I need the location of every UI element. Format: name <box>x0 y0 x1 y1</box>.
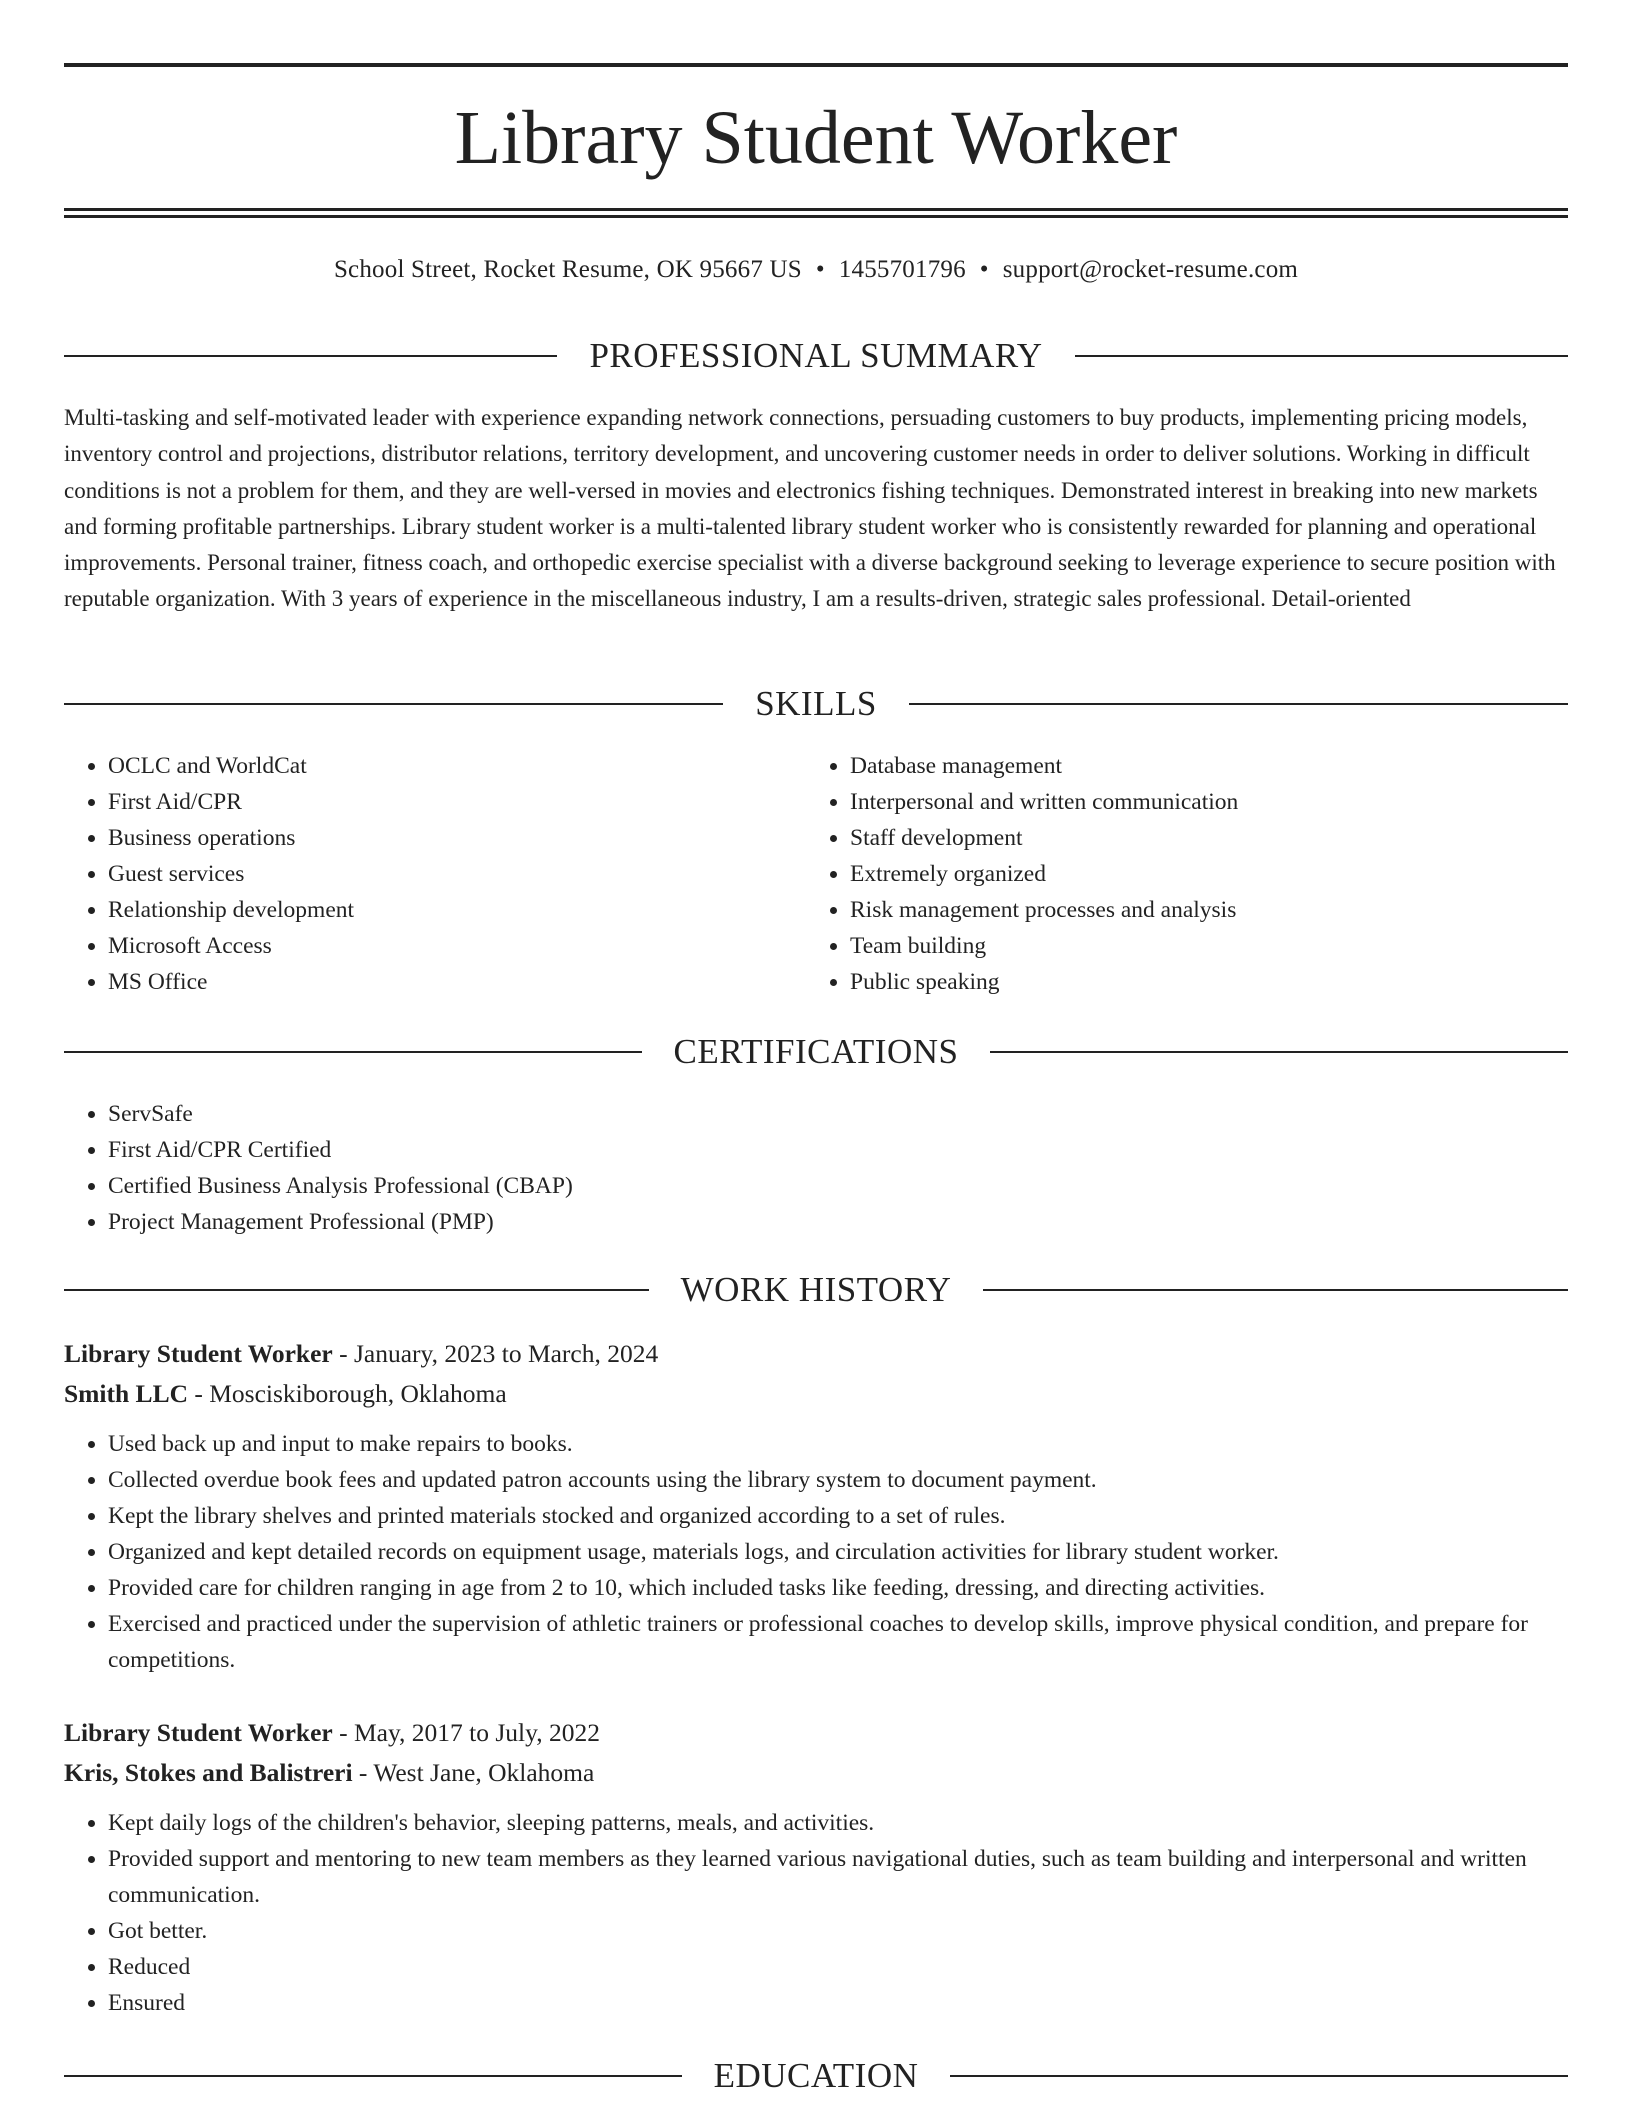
certification-item: • Certified Business Analysis Professional (CBAP) <box>108 1168 1568 1204</box>
job-duty: • Provided care for children ranging in age from 2 to 10, which included tasks like feeding, dressing, and directing activities. <box>108 1570 1568 1606</box>
skill-item: • Extremely organized <box>850 856 1566 892</box>
skill-item: • Business operations <box>108 820 804 856</box>
job-duty: • Reduced <box>108 1949 1568 1985</box>
job-duty: • Kept daily logs of the children's behavior, sleeping patterns, meals, and activities. <box>108 1805 1568 1841</box>
heading-rule-right <box>1075 355 1568 357</box>
skills-list-right <box>806 748 1566 1000</box>
job-duty: • Organized and kept detailed records on equipment usage, materials logs, and circulation activities for library student worker. <box>108 1534 1568 1570</box>
job-duties-list <box>64 1805 1568 2021</box>
skill-item: • Public speaking <box>850 964 1566 1000</box>
header-top-rule <box>64 63 1568 67</box>
heading-rule-right <box>983 1289 1568 1291</box>
skill-item: • Team building <box>850 928 1566 964</box>
candidate-name: Library Student Worker <box>454 96 1178 180</box>
job-title-line <box>64 1334 1568 1374</box>
job-dates: - January, 2023 to March, 2024 <box>332 1339 659 1368</box>
summary-title: PROFESSIONAL SUMMARY <box>589 336 1043 375</box>
job-dates: - May, 2017 to July, 2022 <box>332 1718 600 1747</box>
job-company-line <box>64 1374 1568 1414</box>
skill-item: • First Aid/CPR <box>108 784 804 820</box>
contact-phone[interactable]: 1455701796 <box>838 256 966 283</box>
skills-list-left <box>64 748 804 1000</box>
work-history-heading <box>64 1270 1568 1310</box>
contact-address: School Street, Rocket Resume, OK 95667 US <box>333 256 802 283</box>
skill-item: • MS Office <box>108 964 804 1000</box>
summary-heading <box>64 336 1568 376</box>
contact-email[interactable]: support@rocket-resume.com <box>1002 256 1299 283</box>
heading-rule-left <box>64 2075 682 2077</box>
job-duties-list <box>64 1426 1568 1678</box>
skill-item: • Risk management processes and analysis <box>850 892 1566 928</box>
job-duty: • Ensured <box>108 1985 1568 2021</box>
job-duty: • Kept the library shelves and printed materials stocked and organized according to a set of rules. <box>108 1498 1568 1534</box>
job-company: Smith LLC <box>64 1379 188 1408</box>
summary-text: Multi-tasking and self-motivated leader with experience expanding network connections, persuading customers to buy products, implementing pricing models, inventory control and projections, distributor relations, territory development, and uncovering customer needs in order to deliver solutions. Working in difficult conditions is not a problem for them, and they are well-versed in movies and electronics fishing techniques. Demonstrated interest in breaking into new markets and forming profitable partnerships. Library student worker is a multi-talented library student worker who is consistently rewarded for planning and operational improvements. Personal trainer, fitness coach, and orthopedic exercise specialist with a diverse background seeking to leverage experience to secure position with reputable organization. With 3 years of experience in the miscellaneous industry, I am a results-driven, strategic sales professional. Detail-oriented <box>64 405 1556 612</box>
job-title: Library Student Worker <box>64 1718 333 1747</box>
header-double-rule-top <box>64 208 1568 211</box>
contact-separator: • <box>979 256 989 283</box>
contact-line <box>64 254 1568 286</box>
skill-item: • Database management <box>850 748 1566 784</box>
job-duty: • Got better. <box>108 1913 1568 1949</box>
certification-item: • First Aid/CPR Certified <box>108 1132 1568 1168</box>
skills-column-right <box>806 748 1566 1000</box>
job-company: Kris, Stokes and Balistreri <box>64 1758 353 1787</box>
job-entry <box>64 1713 1568 2021</box>
certifications-heading <box>64 1032 1568 1072</box>
certifications-list <box>64 1096 1568 1240</box>
heading-rule-left <box>64 355 557 357</box>
certification-item: • ServSafe <box>108 1096 1568 1132</box>
job-duty: • Provided support and mentoring to new team members as they learned various navigational duties, such as team building and interpersonal and written communication. <box>108 1841 1568 1913</box>
skill-item: • Relationship development <box>108 892 804 928</box>
education-title: EDUCATION <box>713 2056 919 2095</box>
job-location: - Mosciskiborough, Oklahoma <box>188 1379 507 1408</box>
heading-rule-left <box>64 1051 642 1053</box>
skill-item: • Staff development <box>850 820 1566 856</box>
skills-title: SKILLS <box>755 684 877 723</box>
certification-item: • Project Management Professional (PMP) <box>108 1204 1568 1240</box>
job-duty: • Used back up and input to make repairs to books. <box>108 1426 1568 1462</box>
skills-heading <box>64 684 1568 724</box>
job-company-line <box>64 1753 1568 1793</box>
skill-item: • Microsoft Access <box>108 928 804 964</box>
heading-rule-right <box>950 2075 1568 2077</box>
certifications-block <box>64 1096 1568 1240</box>
education-heading <box>64 2056 1568 2096</box>
work-history-title: WORK HISTORY <box>680 1270 952 1309</box>
heading-rule-right <box>990 1051 1568 1053</box>
heading-rule-left <box>64 1289 649 1291</box>
job-title-line <box>64 1713 1568 1753</box>
heading-rule-left <box>64 703 723 705</box>
certifications-title: CERTIFICATIONS <box>673 1032 959 1071</box>
heading-rule-right <box>909 703 1568 705</box>
job-title: Library Student Worker <box>64 1339 333 1368</box>
skill-item: • Guest services <box>108 856 804 892</box>
skill-item: • Interpersonal and written communication <box>850 784 1566 820</box>
job-entry <box>64 1334 1568 1678</box>
header-double-rule-bottom <box>64 215 1568 218</box>
skill-item: • OCLC and WorldCat <box>108 748 804 784</box>
contact-separator: • <box>815 256 825 283</box>
skills-column-left <box>64 748 804 1000</box>
job-location: - West Jane, Oklahoma <box>352 1758 595 1787</box>
job-duty: • Exercised and practiced under the supervision of athletic trainers or professional coaches to develop skills, improve physical condition, and prepare for competitions. <box>108 1606 1568 1678</box>
job-duty: • Collected overdue book fees and updated patron accounts using the library system to document payment. <box>108 1462 1568 1498</box>
